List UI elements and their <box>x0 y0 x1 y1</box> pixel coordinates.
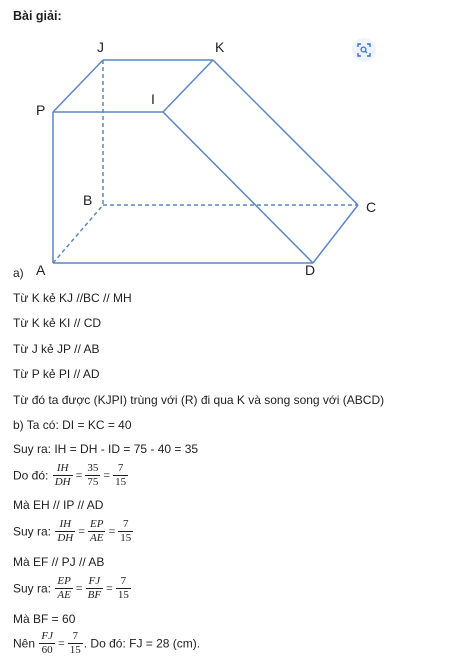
vertex-label-b: B <box>83 192 93 208</box>
equation-prefix: Suy ra: <box>13 524 52 539</box>
edge-id <box>163 112 313 263</box>
equation-line-8: Do đó: $\frac{IH}{DH}$ = $\frac{35}{75}$ = $\frac{7}{15}$ <box>13 462 127 488</box>
vertex-label-c: C <box>366 199 377 215</box>
step-line-1: Từ K kẻ KJ //BC // MH <box>13 291 132 305</box>
fraction-7-15: $\frac{7}{15}$ <box>69 630 81 656</box>
fraction-7-15: $\frac{7}{15}$ <box>120 518 132 544</box>
fraction-fj-bf: $\frac{FJ}{BF}$ <box>87 575 102 601</box>
equation-line-12: Suy ra: $\frac{EP}{AE}$ = $\frac{FJ}{BF}$ = $\frac{7}{15}$ <box>13 575 129 601</box>
fraction-ih-dh: $\frac{IH}{DH}$ <box>54 462 71 488</box>
vertex-label-d: D <box>305 262 316 278</box>
equation-prefix: Nên <box>13 636 36 651</box>
step-line-4: Từ P kẻ PI // AD <box>13 367 100 381</box>
vertex-label-i: I <box>151 91 155 107</box>
edge-dc <box>313 205 358 263</box>
fraction-7-15: $\frac{7}{15}$ <box>115 462 127 488</box>
vertex-label-k: K <box>215 39 225 55</box>
geometry-figure <box>0 0 465 290</box>
fraction-ep-ae: $\frac{EP}{AE}$ <box>57 575 71 601</box>
step-line-2: Từ K kẻ KI // CD <box>13 316 102 330</box>
step-line-5: Từ đó ta được (KJPI) trùng với (R) đi qua K và song song với (ABCD) <box>13 393 385 407</box>
equation-line-14: Nên $\frac{FJ}{60}$ = $\frac{7}{15}$ . Do đó: FJ = 28 (cm). <box>13 630 201 656</box>
vertex-label-j: J <box>97 39 104 55</box>
vertex-label-a: A <box>36 262 46 278</box>
equation-prefix: Do đó: <box>13 468 49 483</box>
solution-title: Bài giải: <box>13 9 62 23</box>
fraction-35-75: $\frac{35}{75}$ <box>87 462 99 488</box>
final-answer: . Do đó: FJ = 28 (cm). <box>83 636 201 651</box>
step-line-3: Từ J kẻ JP // AB <box>13 342 100 356</box>
fraction-7-15: $\frac{7}{15}$ <box>117 575 129 601</box>
edge-ab-hidden <box>53 205 103 263</box>
vertex-label-p: P <box>36 102 46 118</box>
step-line-9: Mà EH // IP // AD <box>13 498 104 512</box>
fraction-ep-ae: $\frac{EP}{AE}$ <box>90 518 104 544</box>
edge-pj <box>53 60 103 112</box>
part-a-label: a) <box>13 266 24 280</box>
step-line-11: Mà EF // PJ // AB <box>13 555 105 569</box>
part-b-line: b) Ta có: DI = KC = 40 <box>13 418 132 432</box>
step-line-13: Mà BF = 60 <box>13 612 76 626</box>
step-line-7: Suy ra: IH = DH - ID = 75 - 40 = 35 <box>13 442 199 456</box>
equation-line-10: Suy ra: $\frac{IH}{DH}$ = $\frac{EP}{AE}$ = $\frac{7}{15}$ <box>13 518 132 544</box>
equation-prefix: Suy ra: <box>13 581 52 596</box>
edge-ik <box>163 60 213 112</box>
fraction-ih-dh: $\frac{IH}{DH}$ <box>57 518 74 544</box>
fraction-fj-60: $\frac{FJ}{60}$ <box>41 630 53 656</box>
